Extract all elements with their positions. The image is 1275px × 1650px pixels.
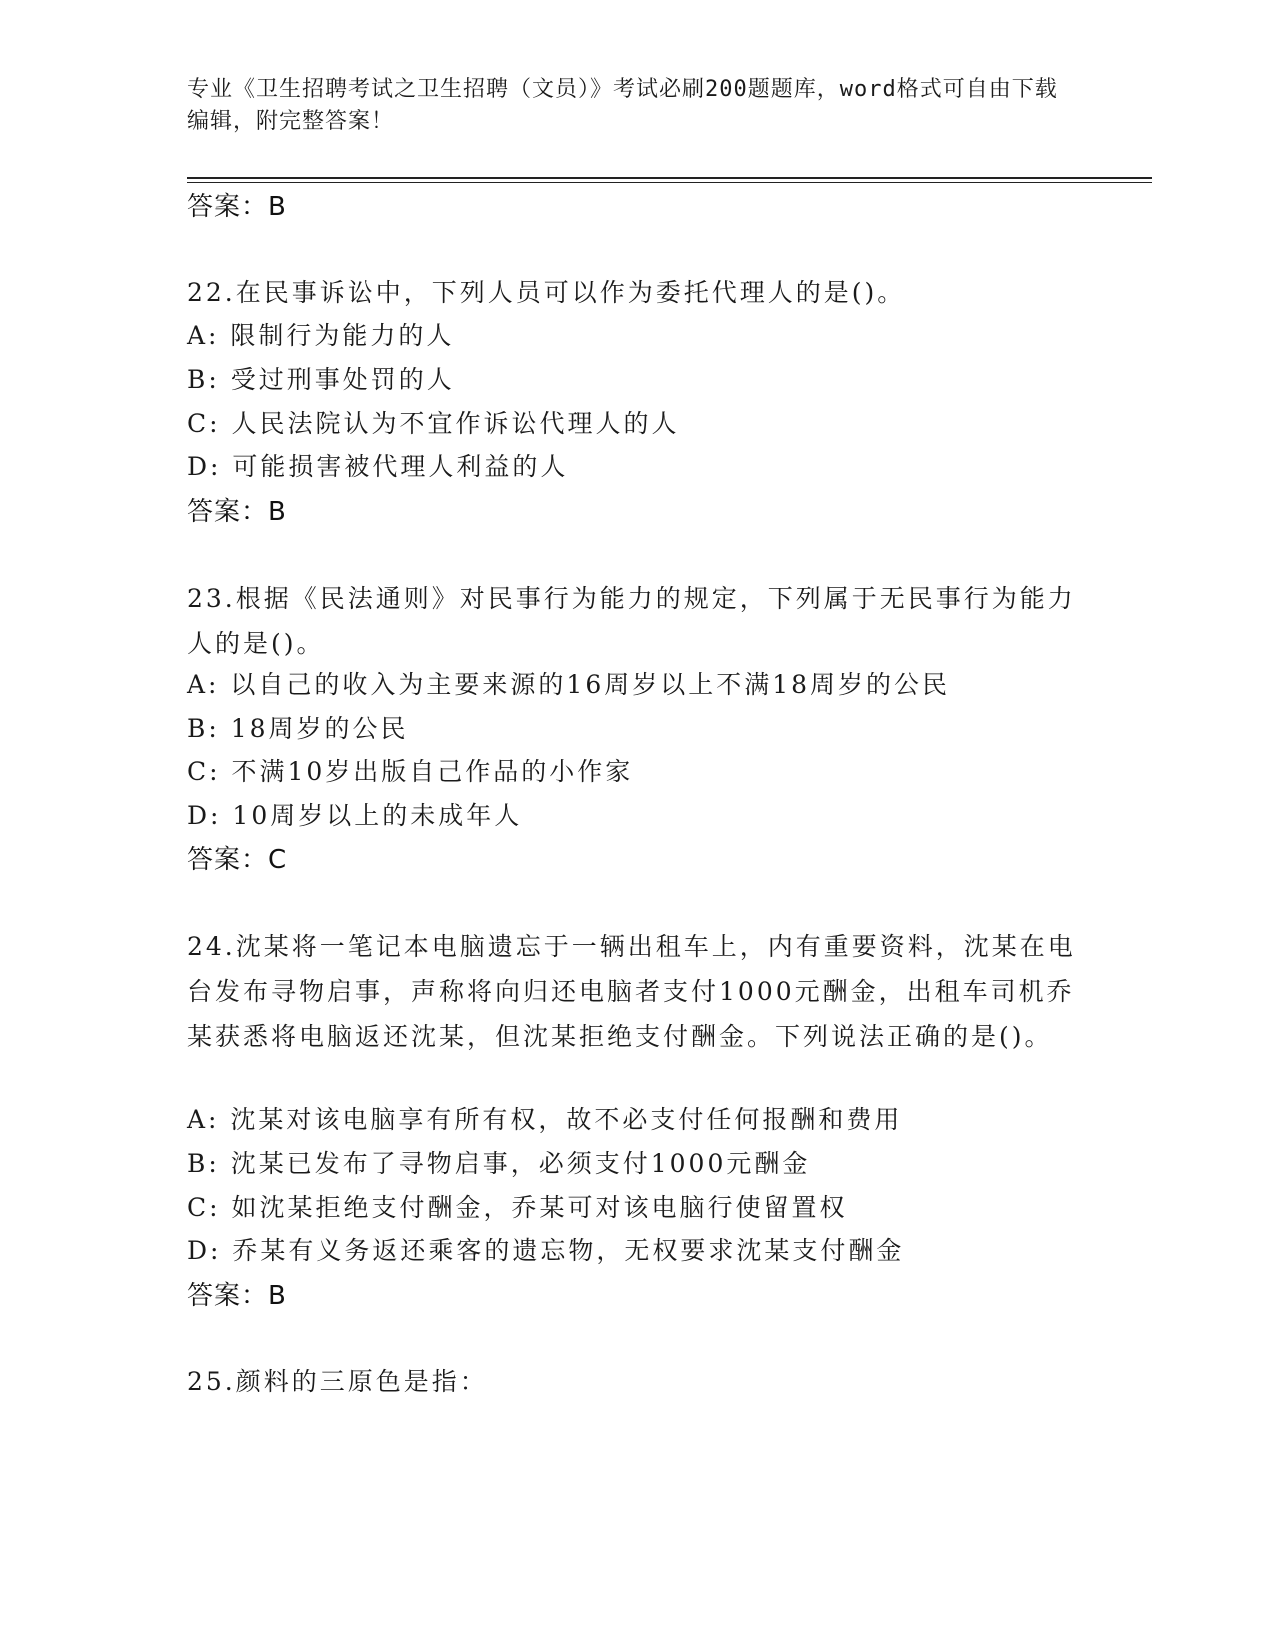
- previous-answer: 答案：B: [187, 192, 287, 222]
- question-22-option-a: A: 限制行为能力的人: [187, 321, 455, 350]
- question-25-stem: 25.颜料的三原色是指：: [187, 1367, 488, 1396]
- question-23-option-b: B: 18周岁的公民: [187, 714, 409, 743]
- question-22-stem: 22.在民事诉讼中，下列人员可以作为委托代理人的是()。: [187, 278, 906, 307]
- header-divider-thick: [187, 177, 1152, 179]
- question-24-option-a: A: 沈某对该电脑享有所有权，故不必支付任何报酬和费用: [187, 1105, 903, 1134]
- question-23-option-a: A: 以自己的收入为主要来源的16周岁以上不满18周岁的公民: [187, 670, 951, 699]
- question-24-stem: 24.沈某将一笔记本电脑遗忘于一辆出租车上，内有重要资料，沈某在电台发布寻物启事，声称将向归还电脑者支付1000元酬金，出租车司机乔某获悉将电脑返还沈某，但沈某拒绝支付酬金。下列说法正确的是()。: [187, 932, 1076, 1051]
- question-23-option-c: C: 不满10岁出版自己作品的小作家: [187, 757, 634, 786]
- question-22-answer: 答案：B: [187, 497, 287, 527]
- question-24-option-b: B: 沈某已发布了寻物启事，必须支付1000元酬金: [187, 1149, 811, 1178]
- question-22-option-d: D: 可能损害被代理人利益的人: [187, 452, 569, 481]
- question-24-answer: 答案：B: [187, 1281, 287, 1311]
- question-23-answer: 答案：C: [187, 845, 288, 875]
- question-24-option-c: C: 如沈某拒绝支付酬金，乔某可对该电脑行使留置权: [187, 1193, 848, 1222]
- header-divider-thin: [187, 182, 1152, 183]
- question-24-option-d: D: 乔某有义务返还乘客的遗忘物，无权要求沈某支付酬金: [187, 1236, 905, 1265]
- document-header-title: 专业《卫生招聘考试之卫生招聘（文员）》考试必刷200题题库，word格式可自由下载编辑，附完整答案！: [187, 77, 1058, 134]
- question-22-option-b: B: 受过刑事处罚的人: [187, 365, 455, 394]
- question-23-option-d: D: 10周岁以上的未成年人: [187, 801, 523, 830]
- question-22-option-c: C: 人民法院认为不宜作诉讼代理人的人: [187, 409, 680, 438]
- question-23-stem: 23.根据《民法通则》对民事行为能力的规定，下列属于无民事行为能力人的是()。: [187, 584, 1076, 658]
